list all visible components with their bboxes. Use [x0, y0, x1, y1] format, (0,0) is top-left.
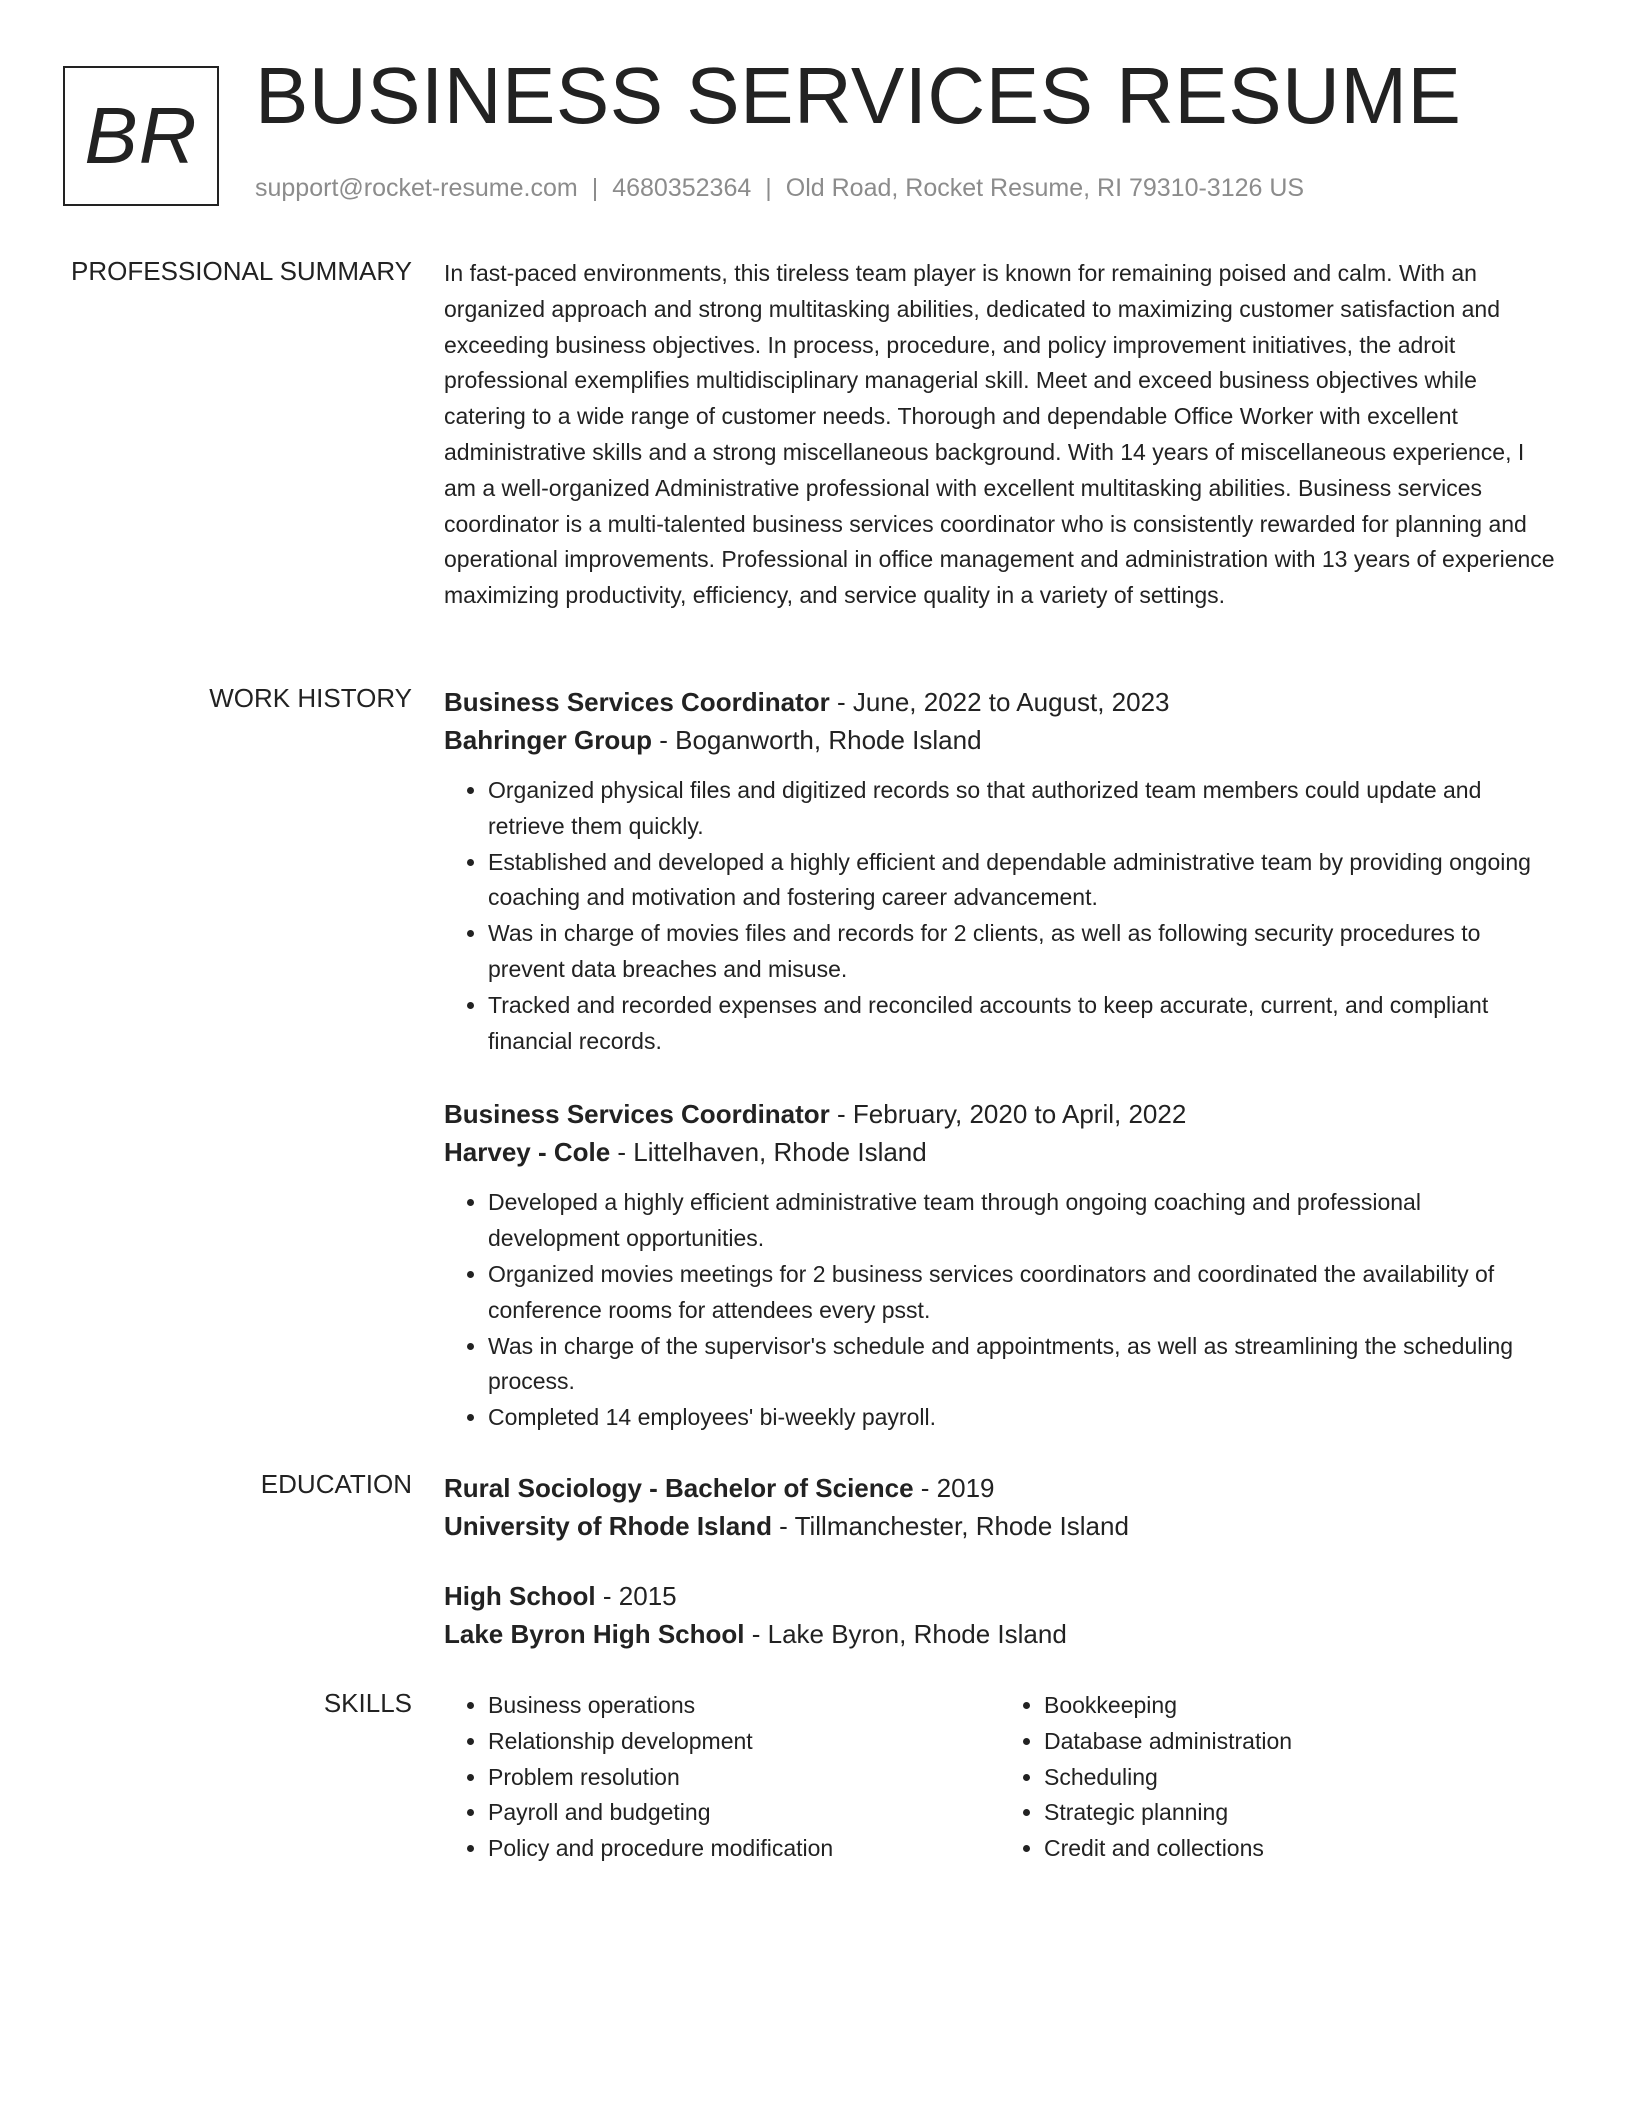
summary-text: In fast-paced environments, this tireless team player is known for remaining poised and calm. With an organized approach and strong multitasking abilities, dedicated to maximizing customer satisfaction and exceeding business objectives. In process, procedure, and policy improvement initiatives, the adroit professional exemplifies multidisciplinary managerial skill. Meet and exceed business objectives while catering to a wide range of customer needs. Thorough and dependable Office Worker with excellent administrative skills and a strong miscellaneous background. With 14 years of miscellaneous experience, I am a well-organized Administrative professional with excellent multitasking abilities. Business services coordinator is a multi-talented business services coordinator who is consistently rewarded for planning and operational improvements. Professional in office management and administration with 13 years of experience maximizing productivity, efficiency, and service quality in a variety of settings.	[444, 260, 1555, 609]
job-company: Harvey - Cole	[444, 1137, 611, 1168]
job-duties-list	[444, 1185, 1556, 1436]
job-title-line	[444, 683, 1556, 721]
skill-item: • Strategic planning	[1044, 1795, 1556, 1831]
job-duty: • Developed a highly efficient administrative team through ongoing coaching and professional development opportunities.	[488, 1185, 1556, 1257]
skill-item: • Scheduling	[1044, 1760, 1556, 1796]
degree-name: Rural Sociology - Bachelor of Science	[444, 1473, 914, 1503]
job-company-line	[444, 721, 1556, 759]
school-location: - Tillmanchester, Rhode Island	[771, 1511, 1129, 1541]
resume-title: BUSINESS SERVICES RESUME	[255, 51, 1462, 140]
school-name: University of Rhode Island	[444, 1511, 772, 1541]
section-body	[444, 683, 1556, 1436]
job-title-line	[444, 1095, 1556, 1133]
job-title: Business Services Coordinator	[444, 687, 830, 717]
job-entry	[444, 1095, 1556, 1436]
contact-phone[interactable]: 4680352364	[612, 174, 752, 202]
section-body	[444, 1688, 1556, 1867]
degree-line	[444, 1577, 1556, 1615]
job-dates: - June, 2022 to August, 2023	[829, 687, 1170, 717]
skill-item: • Bookkeeping	[1044, 1688, 1556, 1724]
contact-separator: |	[591, 174, 599, 202]
skills-grid	[444, 1688, 1556, 1867]
contact-separator: |	[765, 174, 772, 202]
school-name: Lake Byron High School	[444, 1619, 745, 1649]
degree-year: - 2015	[595, 1581, 677, 1611]
skill-item: • Credit and collections	[1044, 1831, 1556, 1867]
job-duty: • Tracked and recorded expenses and reconciled accounts to keep accurate, current, and compliant financial records.	[488, 988, 1556, 1060]
job-location: - Littelhaven, Rhode Island	[610, 1137, 927, 1168]
education-entry	[444, 1469, 1556, 1545]
job-duty: • Was in charge of movies files and records for 2 clients, as well as following security procedures to prevent data breaches and misuse.	[488, 916, 1556, 988]
job-duty: • Completed 14 employees' bi-weekly payroll.	[488, 1400, 1556, 1436]
section-label: SKILLS	[323, 1688, 412, 1718]
section-body	[444, 1469, 1556, 1653]
contact-email[interactable]: support@rocket-resume.com	[255, 174, 578, 202]
job-dates: - February, 2020 to April, 2022	[829, 1099, 1187, 1130]
contact-line	[255, 174, 1304, 203]
section-label: WORK HISTORY	[209, 683, 412, 713]
contact-address: Old Road, Rocket Resume, RI 79310-3126 US	[785, 174, 1305, 202]
skills-list-right	[1000, 1688, 1556, 1867]
section-label: EDUCATION	[260, 1469, 412, 1499]
skill-item: • Payroll and budgeting	[488, 1795, 1000, 1831]
school-line	[444, 1615, 1556, 1653]
job-duty: • Was in charge of the supervisor's schedule and appointments, as well as streamlining the scheduling process.	[488, 1329, 1556, 1401]
degree-year: - 2019	[913, 1473, 995, 1503]
education-entry	[444, 1577, 1556, 1653]
job-company: Bahringer Group	[444, 725, 653, 755]
job-duty: • Organized movies meetings for 2 business services coordinators and coordinated the availability of conference rooms for attendees every psst.	[488, 1257, 1556, 1329]
skills-list-left	[444, 1688, 1000, 1867]
degree-name: High School	[444, 1581, 596, 1611]
skill-item: • Database administration	[1044, 1724, 1556, 1760]
skill-item: • Problem resolution	[488, 1760, 1000, 1796]
job-location: - Boganworth, Rhode Island	[652, 725, 982, 755]
skill-item: • Policy and procedure modification	[488, 1831, 1000, 1867]
job-title: Business Services Coordinator	[444, 1099, 830, 1130]
job-duty: • Organized physical files and digitized records so that authorized team members could update and retrieve them quickly.	[488, 773, 1556, 845]
section-body	[444, 256, 1556, 614]
job-duty: • Established and developed a highly efficient and dependable administrative team by providing ongoing coaching and motivation and fostering career advancement.	[488, 845, 1556, 917]
job-duties-list	[444, 773, 1556, 1059]
school-line	[444, 1507, 1556, 1545]
skill-item: • Business operations	[488, 1688, 1000, 1724]
monogram-initials: BR	[63, 66, 219, 206]
skill-item: • Relationship development	[488, 1724, 1000, 1760]
school-location: - Lake Byron, Rhode Island	[744, 1619, 1067, 1649]
degree-line	[444, 1469, 1556, 1507]
job-company-line	[444, 1133, 1556, 1171]
job-entry	[444, 683, 1556, 1059]
section-label: PROFESSIONAL SUMMARY	[71, 256, 412, 286]
